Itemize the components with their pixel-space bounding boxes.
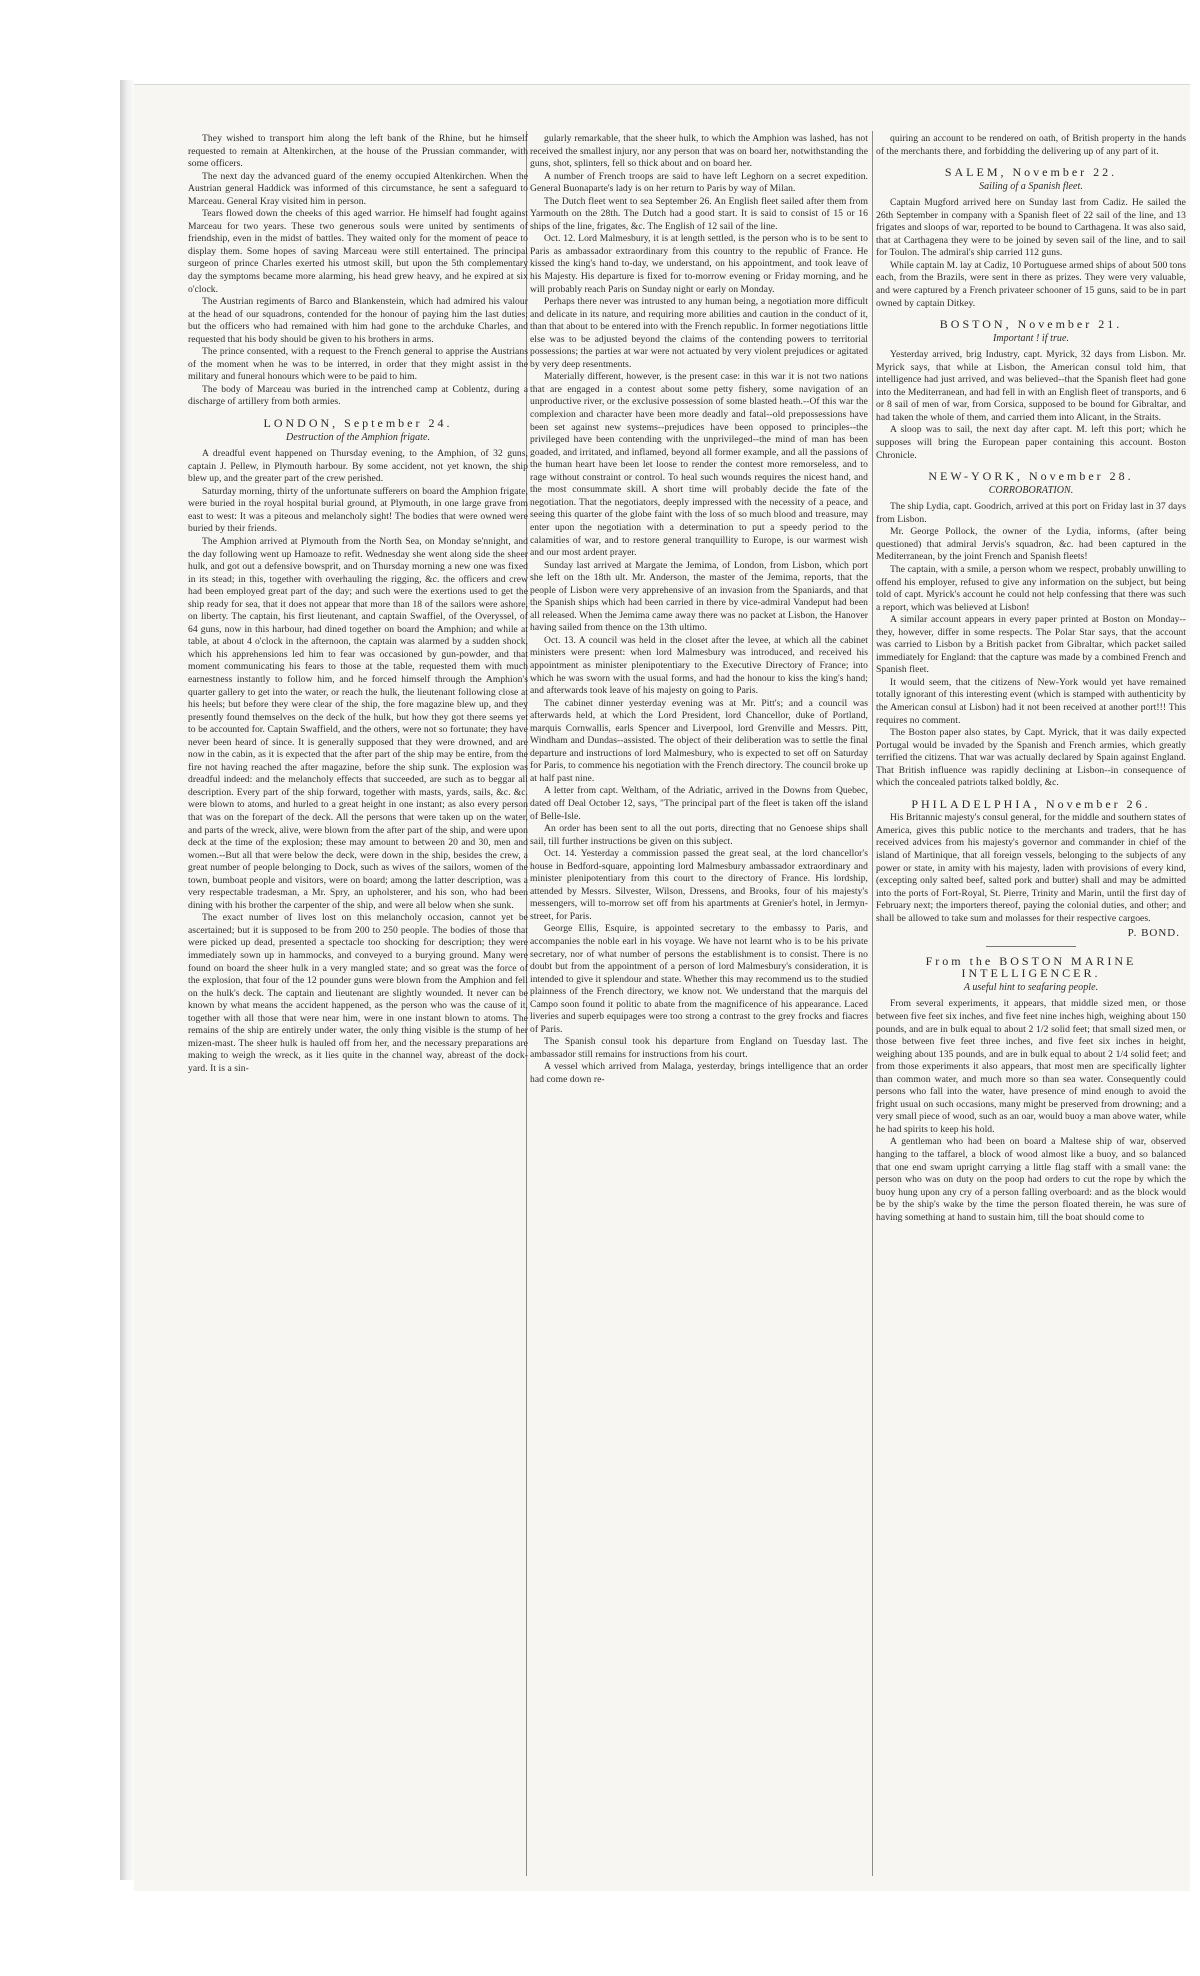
article-paragraph: A gentleman who had been on board a Maltese ship of war, observed hanging to the taffarel, a block of wood almost like a buoy, and so balanced that one end swam upright carrying a little flag staff with a small vane: the person who was on duty on the poop had orders to cut the rope by which the buoy hung upon any cry of a person falling overboard: and as the block would be by the ship's wake by the time the person floated therein, he was sure of having something at hand to sustain him, till the boat should come to [876, 1136, 1186, 1223]
article-paragraph: The exact number of lives lost on this melancholy occasion, cannot yet be ascertained; but it is supposed to be from 200 to 250 people. The bodies of those that were picked up dead, presented a spectacle too shocking for description; they were immediately sown up in hammocks, and conveyed to a burying ground. Many were found on board the sheer hulk in a very mangled state; and so great was the force of the explosion, that four of the 12 pounder guns were blown from the Amphion and fell on the hulk's deck. The captain and lieutenant are slightly wounded. It never can be known by what means the accident happened, as the person who was the cause of it, together with all those that were near him, were in one instant blown to atoms. The remains of the ship are entirely under water, the only thing visible is the stump of her mizen-mast. The sheer hulk is hauled off from her, and the necessary preparations are making to weigh the wreck, as it lies quite in the channel way, abreast of the dock-yard. It is a sin- [188, 912, 528, 1074]
article-paragraph: A similar account appears in every paper printed at Boston on Monday--they, however, differ in some respects. The Polar Star says, that the account was carried to Lisbon by a British packet from Gibraltar, which packet sailed immediately for England: that the capture was made by a combined French and Spanish fleet. [876, 614, 1186, 676]
article-paragraph: It would seem, that the citizens of New-York would yet have remained totally ignorant of this interesting event (which is stamped with authenticity by the American consul at Lisbon) had it not been received at another port!!! This requires no comment. [876, 676, 1186, 726]
article-paragraph: Captain Mugford arrived here on Sunday last from Cadiz. He sailed the 26th September in company with a Spanish fleet of 22 sail of the line, and 13 frigates and sloops of war, reported to be bound to Carthagena. It was also said, that at Carthagena they were to be joined by seven sail of the line, and to sail for Toulon. The admiral's ship carried 112 guns. [876, 197, 1186, 259]
article-paragraph: The body of Marceau was buried in the intrenched camp at Coblentz, during a discharge of artillery from both armies. [188, 383, 528, 408]
article-subheading: Important ! if true. [993, 332, 1069, 344]
article-paragraph: Yesterday arrived, brig Industry, capt. Myrick, 32 days from Lisbon. Mr. Myrick says, that while at Lisbon, the American consul told him, that intelligence had just arrived, and was believed--that the Spanish fleet had gone into the Mediterranean, and had fell in with an English fleet of transports, and 6 or 8 sail of men of war, from Corsica, supposed to be bound for Gibraltar, and had taken the whole of them, and carried them into Alicant, in the Straits. [876, 349, 1186, 423]
column-left [188, 133, 528, 1878]
signature: P. BOND. [1127, 927, 1180, 940]
article-paragraph: Oct. 12. Lord Malmesbury, it is at length settled, is the person who is to be sent to Paris as ambassador extraordinary from this country to the republic of France. He kissed the king's hand to-day, we understand, on his appointment, and took leave of his Majesty. His departure is fixed for to-morrow evening or Friday morning, and he will probably reach Paris on Sunday night or early on Monday. [530, 233, 868, 295]
article-paragraph: The cabinet dinner yesterday evening was at Mr. Pitt's; and a council was afterwards held, at which the Lord President, lord Chancellor, duke of Portland, marquis Cornwallis, earls Spencer and Liverpool, lord Grenville and Messrs. Pitt, Windham and Dundas--assisted. The object of their deliberation was to settle the final departure and instructions of lord Malmesbury, who is expected to set off on Saturday for Paris, to commence his negotiation with the French directory. The council broke up at half past nine. [530, 697, 868, 784]
article-paragraph: The next day the advanced guard of the enemy occupied Altenkirchen. When the Austrian general Haddick was informed of this circumstance, he sent a safeguard to Marceau. General Kray visited him in person. [188, 170, 528, 207]
article-paragraph: George Ellis, Esquire, is appointed secretary to the embassy to Paris, and accompanies the noble earl in his voyage. We have not learnt who is to be his private secretary, nor of what number of persons the establishment is to consist. There is no doubt but from the appointment of a person of lord Malmesbury's consideration, it is intended to give it splendour and state. Whether this may recommend us to the studied plainness of the French directory, we know not. We understand that the marquis del Campo soon found it politic to abate from the magnificence of his appearance. Laced liveries and superb equipages were too strong a contrast to the grey frocks and fiacres of Paris. [530, 923, 868, 1035]
article-paragraph: From several experiments, it appears, that middle sized men, or those between five feet six inches, and five feet nine inches high, weighing about 150 pounds, and are in bulk equal to about 2 1/2 solid feet; that small sized men, or those between five feet three inches, and five feet six inches in height, weighing about 135 pounds, and are in bulk equal to about 2 1/4 solid feet; and from those experiments it also appears, that most men are specifically lighter than common water, and much more so than sea water. Consequently could persons who fall into the water, have presence of mind enough to avoid the fright usual on such occasions, many might be preserved from drowning; and a very small piece of wood, such as an oar, would buoy a man above water, while he had spirits to keep his hold. [876, 998, 1186, 1135]
article-subheading: CORROBORATION. [988, 484, 1074, 496]
article-paragraph: Tears flowed down the cheeks of this aged warrior. He himself had fought against Marceau for two years. These two generous souls were united by sentiments of friendship, even in the midst of battles. They waited only for the moment of peace to display them. Some hopes of saving Marceau were still entertained. The principal surgeon of prince Charles exerted his utmost skill, but upon the 5th complementary day the symptoms became more alarming, his head grew heavy, and he expired at six o'clock. [188, 208, 528, 295]
column-rule [872, 131, 873, 1876]
dateline-heading: PHILADELPHIA, November 26. [911, 796, 1151, 811]
article-paragraph: The Dutch fleet went to sea September 26. An English fleet sailed after them from Yarmouth on the 28th. The Dutch had a good start. It is said to consist of 15 or 16 ships of the line, frigates, &c. The English of 12 sail of the line. [530, 195, 868, 232]
column-middle [530, 133, 868, 1878]
article-paragraph: The ship Lydia, capt. Goodrich, arrived at this port on Friday last in 37 days from Lisbon. [876, 501, 1186, 525]
article-paragraph: Mr. George Pollock, the owner of the Lydia, informs, (after being questioned) that admiral Jervis's squadron, &c. had been captured in the Mediterranean, by the joint French and Spanish fleets! [876, 526, 1186, 563]
dateline-heading: SALEM, November 22. [944, 165, 1118, 180]
binding-gutter [120, 80, 134, 1880]
article-subheading: Sailing of a Spanish fleet. [979, 180, 1083, 192]
dateline-heading: BOSTON, November 21. [939, 317, 1123, 332]
dateline-heading: LONDON, September 24. [263, 416, 453, 431]
article-paragraph: quiring an account to be rendered on oath, of British property in the hands of the merchants there, and forbidding the delivering up of any part of it. [876, 133, 1186, 157]
article-paragraph: An order has been sent to all the out ports, directing that no Genoese ships shall sail, till further instructions be given on this subject. [530, 823, 868, 847]
article-subheading: Destruction of the Amphion frigate. [285, 431, 431, 443]
article-paragraph: The Amphion arrived at Plymouth from the North Sea, on Monday se'nnight, and the day following went up Hamoaze to refit. Wednesday she went along side the sheer hulk, and got out a defensive bowsprit, and on Thursday morning a new one was fixed in its stead; in this, together with overhauling the rigging, &c. the officers and crew had been employed great part of the day; and such were the exertions used to get the ship ready for sea, that it does not appear that more than 18 of the sailors were ashore, on liberty. The captain, his first lieutenant, and captain Swaffiel, of the Overyssel, of 64 guns, now in this harbour, had dined together on board the Amphion; and while at table, at about 4 o'clock in the afternoon, the captain was alarmed by a sudden shock, which his apprehensions led him to fear was occasioned by gun-powder, and that moment communicating his fears to those at the table, requested them with much earnestness instantly to follow him, and he forced himself through the Amphion's quarter gallery to get into the water, or reach the hulk, the lieutenant following close at his heels; but before they were clear of the ship, the fore magazine blew up, and they presently found themselves on the deck of the hulk, but how they got there seems yet to be accounted for. Captain Swaffield, and the others, were not so fortunate; they have never been heard of since. It is generally supposed that they were drowned, and are now in the cabin, as it is expected that the after part of the ship may be entire, from the fire not having reached the after magazine, before the ship sunk. The explosion was dreadful indeed: and the melancholy effects that succeeded, are such as to beggar all description. Every part of the ship forward, together with masts, yards, sails, &c. &c. were blown to atoms, and hurled to a great height in one instant; as also every person that was on the forepart of the deck. All the persons that were taken up on the water, and parts of the wreck, alive, were blown from the after part of the ship, and were upon deck at the time of the explosion; these may amount to between 20 and 30, men and women.--But all that were below the deck, were down in the ship, besides the crew, a great number of people belonging to Dock, such as wives of the sailors, women of the town, bumboat people and visitors, were on board; among the latter description, was a very respectable tradesman, a Mr. Spry, an upholsterer, and his son, who had been dining with his brother the carpenter of the ship, and were all below when she sunk. [188, 535, 528, 911]
article-paragraph: Saturday morning, thirty of the unfortunate sufferers on board the Amphion frigate, were buried in the royal hospital burial ground, at Plymouth, in one large grave from east to west: It was a piteous and melancholy sight! The bodies that were owned were buried by their friends. [188, 485, 528, 535]
article-paragraph: Oct. 14. Yesterday a commission passed the great seal, at the lord chancellor's house in Bedford-square, appointing lord Malmesbury ambassador extraordinary and minister plenipotentiary from this court to the directory of France. His lordship, attended by Messrs. Silvester, Wilson, Dressens, and Brooks, four of his majesty's messengers, will to-morrow set off from his apartments at Grenier's hotel, in Jermyn-street, for Paris. [530, 848, 868, 922]
article-paragraph: Sunday last arrived at Margate the Jemima, of London, from Lisbon, which port she left on the 18th ult. Mr. Anderson, the master of the Jemima, reports, that the people of Lisbon were very apprehensive of an invasion from the Spaniards, and that the Spanish ships which had been carried in there by vice-admiral Vandeput had been all released. When the Jemima came away there was no packet at Lisbon, the Hanover having sailed from thence on the 13th ultimo. [530, 559, 868, 634]
section-divider [986, 946, 1076, 947]
article-paragraph: A dreadful event happened on Thursday evening, to the Amphion, of 32 guns, captain J. Pellew, in Plymouth harbour. By some accident, not yet known, the ship blew up, and the greater part of the crew perished. [188, 448, 528, 485]
dateline-heading: NEW-YORK, November 28. [928, 469, 1134, 484]
article-paragraph: They wished to transport him along the left bank of the Rhine, but he himself requested to remain at Altenkirchen, at the house of the Prussian commander, with some officers. [188, 133, 528, 170]
article-paragraph: The Spanish consul took his departure from England on Tuesday last. The ambassador still remains for instructions from his court. [530, 1036, 868, 1060]
article-paragraph: The captain, with a smile, a person whom we respect, probably unwilling to offend his employer, refused to give any information on the subject, but being told of capt. Myrick's account he could not help confessing that there was such a report, which was believed at Lisbon! [876, 563, 1186, 613]
article-paragraph: His Britannic majesty's consul general, for the middle and southern states of America, gives this public notice to the merchants and traders, that he has received advices from his majesty's governor and commander in chief of the island of Martinique, that all foreign vessels, belonging to the subjects of any power or state, in amity with his majesty, laden with provisions of every kind, (excepting only salted beef, salted pork and butter) shall and may be admitted into the ports of Fort-Royal, St. Pierre, Trinity and Marin, until the first day of February next; the importers thereof, paying the colonial duties, and other; and shall be allowed to take sum and molasses for their respective cargoes. [876, 812, 1186, 924]
scan-margin [0, 0, 128, 1976]
column-right [876, 133, 1186, 1878]
article-paragraph: A sloop was to sail, the next day after capt. M. left this port; which he supposes will bring the European paper containing this account. Boston Chronicle. [876, 424, 1186, 461]
article-paragraph: Oct. 13. A council was held in the closet after the levee, at which all the cabinet ministers were present: when lord Malmesbury was introduced, and received his appointment as minister plenipotentiary to the Executive Directory of France; into which he was sworn with the usual forms, and had the honour to kiss the king's hand; and afterwards took leave of his majesty on going to Paris. [530, 634, 868, 697]
article-paragraph: The Austrian regiments of Barco and Blankenstein, which had admired his valour at the head of our squadrons, contended for the honour of paying him the last duties; but the officers who had remained with him had gone to the archduke Charles, and requested that his body should be given to his brothers in arms. [188, 296, 528, 345]
article-paragraph: The Boston paper also states, by Capt. Myrick, that it was daily expected Portugal would be invaded by the Spanish and French armies, which greatly terrified the citizens. That war was actually declared by Spain against England. That British influence was rapidly declining at Lisbon--in consequence of which the concealed patriots talked boldly, &c. [876, 727, 1186, 789]
article-paragraph: While captain M. lay at Cadiz, 10 Portuguese armed ships of about 500 tons each, from the Brazils, were sent in there as prizes. They were very valuable, and were captured by a French privateer schooner of 15 guns, said to be in part owned by captain Ditkey. [876, 259, 1186, 309]
article-paragraph: A number of French troops are said to have left Leghorn on a secret expedition. General Buonaparte's lady is on her return to Paris by way of Milan. [530, 170, 868, 195]
article-paragraph: Perhaps there never was intrusted to any human being, a negotiation more difficult and delicate in its nature, and requiring more abilities and caution in the conduct of it, than that about to be entered into with the French republic. In former negotiations little else was to be adjusted beyond the claims of the contending powers to territorial possessions; the parties at war were not actuated by very violent prejudices or agitated by very deep resentments. [530, 296, 868, 370]
article-paragraph: Materially different, however, is the present case: in this war it is not two nations that are engaged in a contest about some petty fishery, some navigation of an unproductive river, or the exclusive possession of some blasted heath.--Of this war the complexion and character have been more deadly and fatal--old prepossessions have been set against new systems--prejudices have been opposed to principles--the privileged have been contending with the unprivileged--the mind of man has been goaded, and irritated, and inflamed, beyond all former example, and all the passions of the human heart have been let loose to render the contest more remorseless, and to rage without constraint or control. To heal such wounds requires the nicest hand, and the most consummate skill. A short time will probably decide the fate of the negotiation. That the negotiators, deeply impressed with the necessity of a peace, and seeing this quarter of the globe faint with the loss of so much blood and treasure, may enter upon the negotiation with a determination to put a speedy period to the calamities of war, and to restore general tranquillity to Europe, is our warmest wish and our most ardent prayer. [530, 371, 868, 559]
article-subheading: A useful hint to seafaring people. [963, 981, 1099, 993]
article-paragraph: gularly remarkable, that the sheer hulk, to which the Amphion was lashed, has not received the smallest injury, nor any person that was on board her, notwithstanding the guns, shot, splinters, fell so thick about and on board her. [530, 133, 868, 170]
article-paragraph: A letter from capt. Weltham, of the Adriatic, arrived in the Downs from Quebec, dated off Deal October 12, says, "The principal part of the fleet is taken off the island of Belle-Isle. [530, 785, 868, 822]
article-paragraph: The prince consented, with a request to the French general to apprise the Austrians of the moment when he was to be interred, in order that they might assist in the military and funeral honours which were to be paid to him. [188, 346, 528, 383]
dateline-heading: From the BOSTON MARINE INTELLIGENCER. [925, 953, 1137, 981]
article-paragraph: A vessel which arrived from Malaga, yesterday, brings intelligence that an order had come down re- [530, 1061, 868, 1086]
newspaper-page [134, 84, 1190, 1891]
